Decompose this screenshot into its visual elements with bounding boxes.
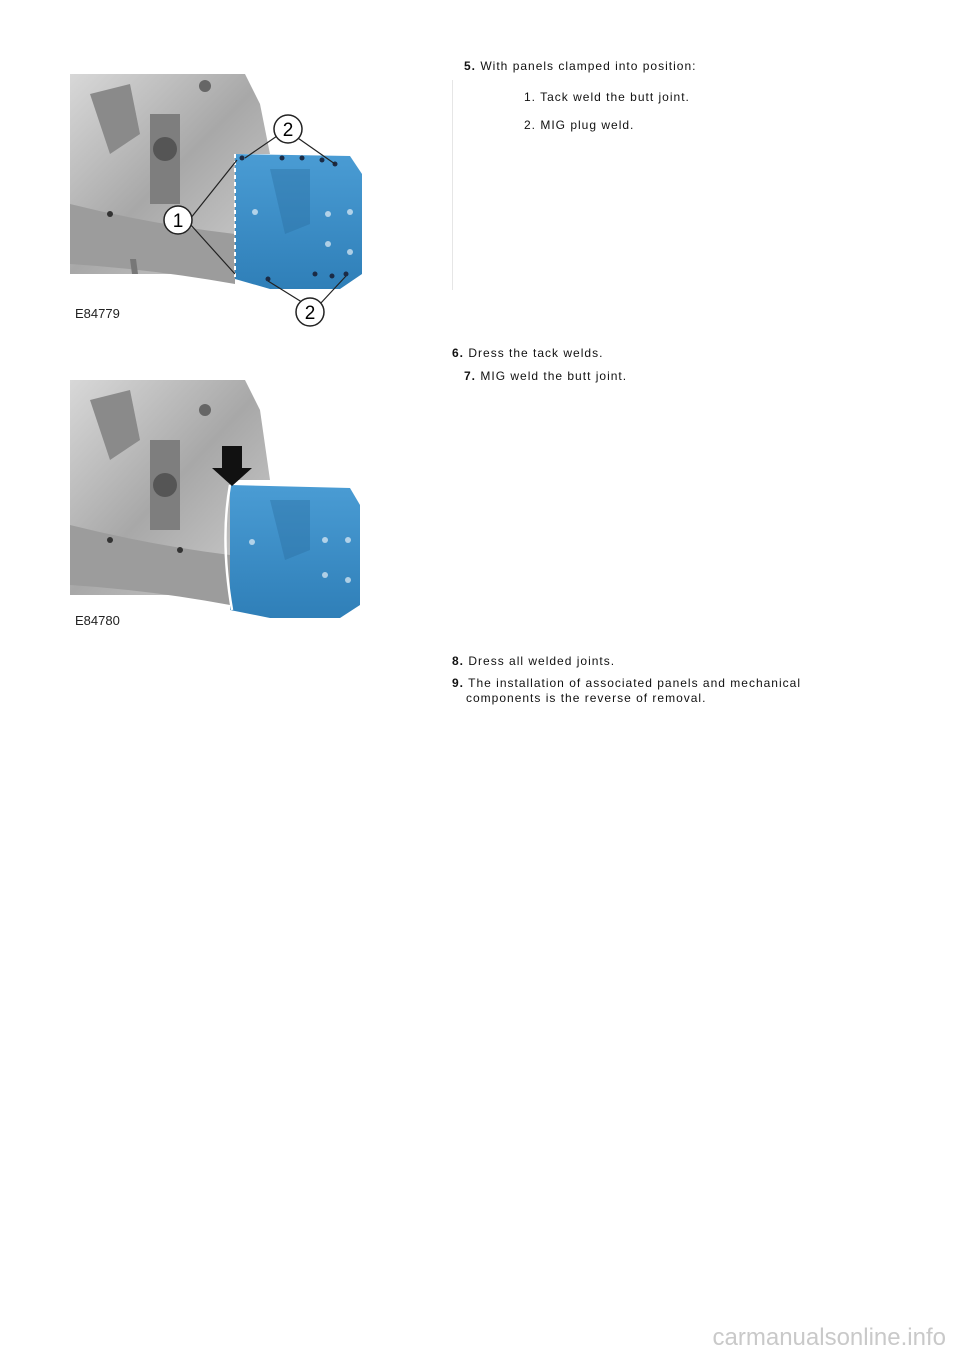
step-6-text: Dress the tack welds.	[468, 346, 604, 360]
step-8	[452, 653, 615, 669]
callout-2-bottom-label: 2	[304, 303, 316, 324]
illustration-tack-plug-weld	[70, 74, 380, 334]
step-9	[452, 675, 801, 691]
step-9-text-line2: components is the reverse of removal.	[466, 691, 707, 705]
step-6	[452, 345, 603, 361]
callout-1-label: 1	[172, 211, 184, 232]
figure-id-label: E84780	[75, 613, 120, 628]
callout-2-bottom	[296, 298, 324, 326]
figure-e84780	[70, 380, 380, 635]
step-8-text: Dress all welded joints.	[468, 654, 616, 668]
step-9-text-line1: The installation of associated panels and mechanical	[468, 676, 801, 690]
callout-2-top-label: 2	[282, 120, 294, 141]
step-5-number: 5.	[464, 59, 477, 73]
step-5-substep-2: 2. MIG plug weld.	[524, 118, 635, 132]
illustration-mig-butt-weld	[70, 380, 380, 635]
callout-1	[164, 206, 192, 234]
figure-id-label: E84779	[75, 306, 120, 321]
step-5-text: With panels clamped into position:	[480, 59, 697, 73]
step-7	[464, 368, 627, 384]
step-5-substep-1: 1. Tack weld the butt joint.	[524, 90, 690, 104]
watermark: carmanualsonline.info	[712, 1324, 946, 1351]
callout-2-top	[274, 115, 302, 143]
step-5	[464, 58, 696, 74]
step-7-number: 7.	[464, 369, 477, 383]
step-8-number: 8.	[452, 654, 465, 668]
column-divider	[452, 80, 453, 290]
figure-e84779	[70, 74, 380, 334]
step-6-number: 6.	[452, 346, 465, 360]
step-9-number: 9.	[452, 676, 465, 690]
step-7-text: MIG weld the butt joint.	[480, 369, 628, 383]
